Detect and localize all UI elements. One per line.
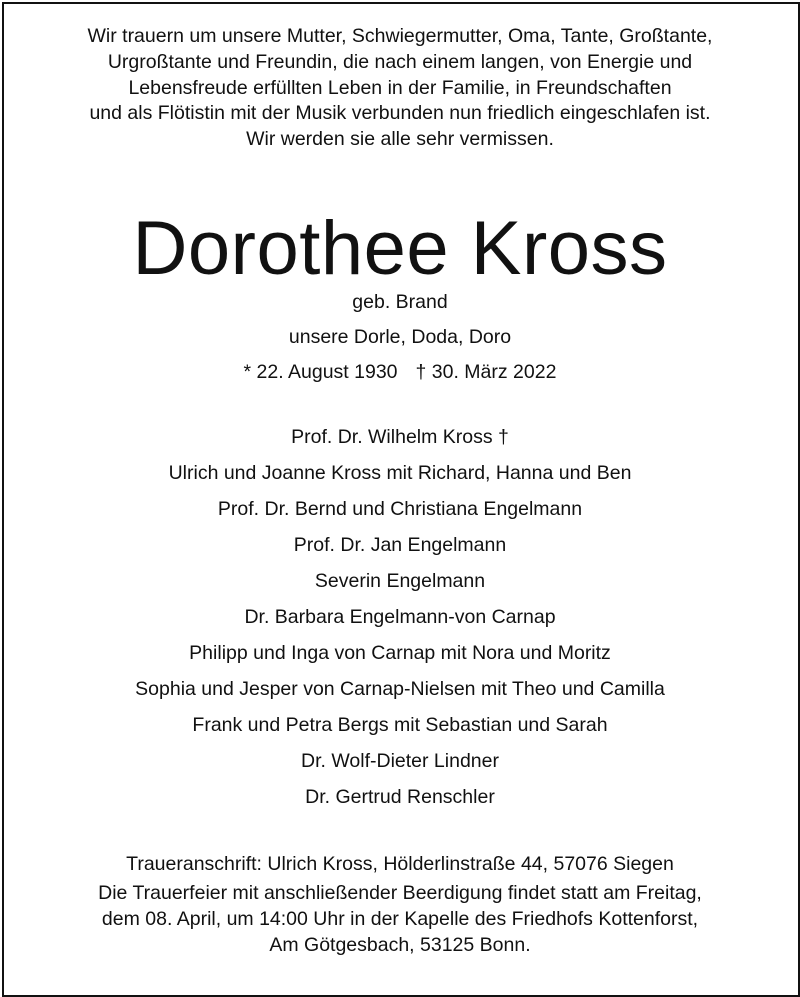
intro-line: Lebensfreude erfüllten Leben in der Familie, in Freundschaften [128, 76, 672, 99]
mourner: Prof. Dr. Jan Engelmann [293, 534, 507, 556]
intro-line: Wir trauern um unsere Mutter, Schwiegermutter, Oma, Tante, Großtante, [87, 25, 713, 47]
mourner: Frank und Petra Bergs mit Sebastian und Sarah [192, 714, 608, 736]
birth-date: * 22. August 1930 [243, 361, 398, 383]
death-date: † 30. März 2022 [415, 361, 557, 383]
mourner: Ulrich und Joanne Kross mit Richard, Hanna und Ben [168, 462, 632, 484]
deceased-details [0, 285, 800, 390]
mourner: Dr. Wolf-Dieter Lindner [301, 750, 499, 772]
maiden-name: geb. Brand [352, 291, 448, 313]
service-line: Am Götgesbach, 53125 Bonn. [269, 934, 531, 956]
intro-line: und als Flötistin mit der Musik verbunden nun friedlich eingeschlafen ist. [89, 102, 711, 125]
mourner: Sophia und Jesper von Carnap-Nielsen mit Theo und Camilla [135, 678, 665, 700]
mourner: Severin Engelmann [314, 570, 486, 592]
intro-text [0, 24, 800, 153]
mourners-list [0, 419, 800, 815]
service-line: dem 08. April, um 14:00 Uhr in der Kapelle des Friedhofs Kottenforst, [101, 908, 699, 930]
mourner: Prof. Dr. Bernd und Christiana Engelmann [217, 498, 583, 520]
funeral-service-info [0, 880, 800, 958]
intro-line: Wir werden sie alle sehr vermissen. [246, 128, 554, 151]
footer-info [0, 848, 800, 958]
mourner: Dr. Barbara Engelmann-von Carnap [244, 606, 556, 628]
mourner: Prof. Dr. Wilhelm Kross † [291, 426, 509, 448]
mourning-address: Traueranschrift: Ulrich Kross, Hölderlinstraße 44, 57076 Siegen [126, 853, 674, 875]
nicknames: unsere Dorle, Doda, Doro [288, 326, 512, 348]
deceased-name: Dorothee Kross [132, 206, 668, 291]
mourner: Philipp und Inga von Carnap mit Nora und Moritz [189, 642, 611, 664]
life-dates [0, 355, 800, 390]
mourner: Dr. Gertrud Renschler [305, 786, 495, 808]
service-line: Die Trauerfeier mit anschließender Beerdigung findet statt am Freitag, [98, 882, 702, 904]
intro-line: Urgroßtante und Freundin, die nach einem langen, von Energie und [107, 50, 693, 73]
